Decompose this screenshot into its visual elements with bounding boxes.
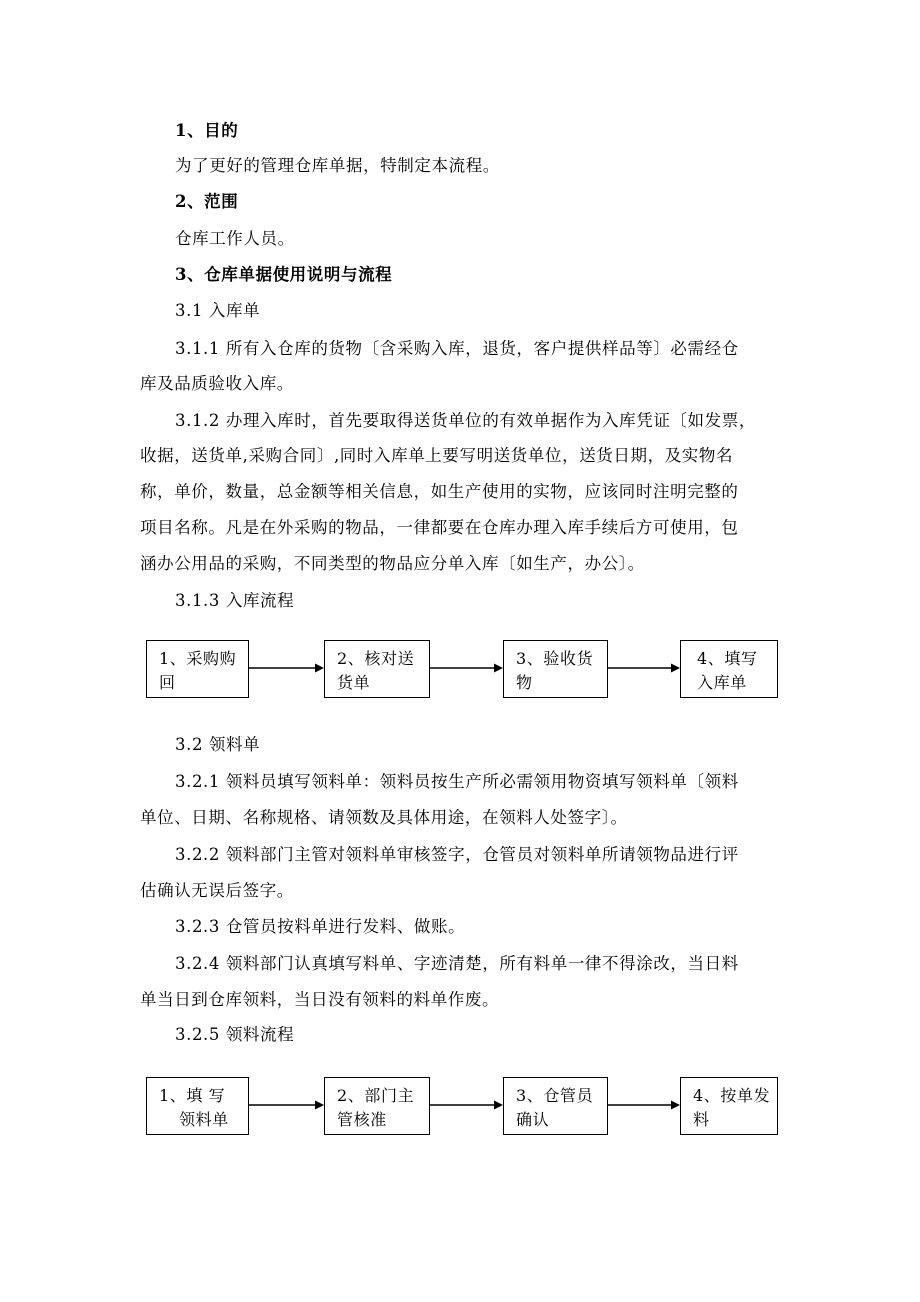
flow-out-arrow-1	[249, 1099, 325, 1111]
paragraph-3-2-4-line-2: 单当日到仓库领料，当日没有领料的料单作废。	[140, 990, 500, 1009]
paragraph-3-2-5: 3.2.5 领料流程	[175, 1025, 295, 1044]
flow-in-step-4-line-1: 4、填写	[697, 649, 758, 668]
paragraph-3-2-2-line-2: 估确认无误后签字。	[140, 881, 294, 900]
paragraph-3-1-2-line-5: 涵办公用品的采购，不同类型的物品应分单入库〔如生产，办公〕。	[140, 554, 645, 573]
paragraph-3-2-3: 3.2.3 仓管员按料单进行发料、做账。	[175, 917, 466, 936]
flow-out-step-4-line-1: 4、按单发	[693, 1086, 771, 1105]
flow-in-step-1	[146, 640, 249, 698]
flow-in-step-4	[680, 640, 778, 698]
paragraph-3-2-1-line-2: 单位、日期、名称规格、请领数及具体用途，在领料人处签字〕。	[140, 808, 628, 827]
flow-in-step-3	[503, 640, 608, 698]
section-3-heading: 3、仓库单据使用说明与流程	[175, 265, 393, 284]
flow-out-step-1-line-2: 领料单	[179, 1110, 229, 1129]
paragraph-3-1-2-line-1: 3.1.2 办理入库时，首先要取得送货单位的有效单据作为入库凭证〔如发票，	[175, 411, 756, 430]
flow-out-step-2-line-1: 2、部门主	[337, 1086, 415, 1105]
flow-in-arrow-2	[430, 662, 504, 674]
section-3-1-heading: 3.1 入库单	[175, 301, 261, 320]
paragraph-3-1-2-line-4: 项目名称。凡是在外采购的物品，一律都要在仓库办理入库手续后方可使用，包	[140, 518, 739, 537]
paragraph-3-2-4-line-1: 3.2.4 领料部门认真填写料单、字迹清楚，所有料单一律不得涂改，当日料	[175, 954, 739, 973]
flow-in-arrow-1	[249, 662, 325, 674]
flow-in-step-3-line-2: 物	[516, 673, 533, 692]
flow-in-step-4-line-2: 入库单	[697, 673, 747, 692]
paragraph-3-1-2-line-2: 收据，送货单,采购合同〕,同时入库单上要写明送货单位，送货日期，及实物名	[140, 446, 734, 465]
section-2-text: 仓库工作人员。	[175, 229, 295, 248]
flow-in-step-1-line-1: 1、采购购	[159, 649, 237, 668]
flow-out-step-4-line-2: 料	[693, 1110, 710, 1129]
flow-out-step-1	[146, 1077, 249, 1135]
flow-in-step-2-line-2: 货单	[337, 673, 371, 692]
section-3-2-heading: 3.2 领料单	[175, 735, 261, 754]
paragraph-3-1-1-line-2: 库及品质验收入库。	[140, 374, 294, 393]
flow-out-step-2	[324, 1077, 430, 1135]
section-2-heading: 2、范围	[175, 192, 239, 211]
flow-in-step-1-line-2: 回	[159, 673, 176, 692]
paragraph-3-2-2-line-1: 3.2.2 领料部门主管对领料单审核签字，仓管员对领料单所请领物品进行评	[175, 845, 739, 864]
section-1-heading: 1、目的	[175, 121, 239, 140]
flow-out-step-3	[503, 1077, 608, 1135]
flow-out-step-2-line-2: 管核准	[337, 1110, 387, 1129]
flow-out-step-3-line-1: 3、仓管员	[516, 1086, 594, 1105]
flow-out-arrow-2	[430, 1099, 504, 1111]
section-1-text: 为了更好的管理仓库单据，特制定本流程。	[175, 156, 500, 175]
paragraph-3-1-3: 3.1.3 入库流程	[175, 591, 295, 610]
flow-out-step-1-line-1: 1、填 写	[159, 1086, 226, 1105]
flow-in-step-2	[324, 640, 430, 698]
paragraph-3-1-1-line-1: 3.1.1 所有入仓库的货物〔含采购入库，退货，客户提供样品等〕必需经仓	[175, 339, 739, 358]
flow-in-arrow-3	[608, 662, 681, 674]
flow-out-step-3-line-2: 确认	[516, 1110, 550, 1129]
flow-out-arrow-3	[608, 1099, 681, 1111]
flow-in-step-3-line-1: 3、验收货	[516, 649, 594, 668]
flow-out-step-4	[680, 1077, 778, 1135]
paragraph-3-2-1-line-1: 3.2.1 领料员填写领料单：领料员按生产所必需领用物资填写领料单〔领料	[175, 772, 739, 791]
paragraph-3-1-2-line-3: 称，单价，数量，总金额等相关信息，如生产使用的实物，应该同时注明完整的	[140, 482, 739, 501]
flow-in-step-2-line-1: 2、核对送	[337, 649, 415, 668]
